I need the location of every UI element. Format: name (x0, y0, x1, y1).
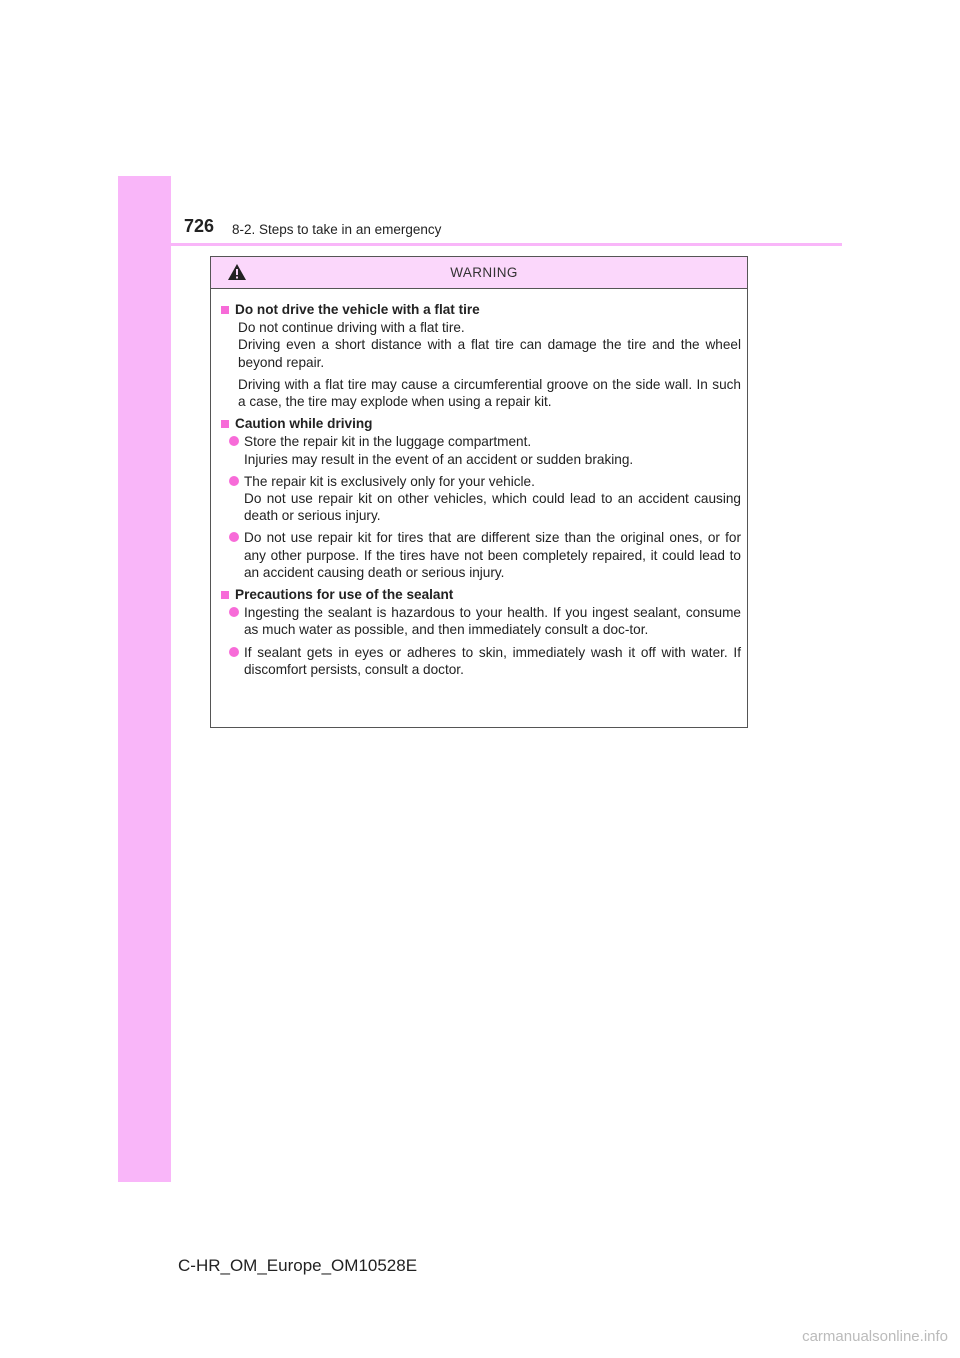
bullet-text: The repair kit is exclusively only for your vehicle. (244, 473, 535, 489)
warning-body (211, 289, 747, 678)
section-heading (219, 415, 741, 432)
warning-section-sealant (219, 586, 741, 678)
bullet-text: Injuries may result in the event of an accident or sudden braking. (244, 451, 634, 467)
round-bullet-icon (229, 647, 239, 657)
paragraph: Do not continue driving with a flat tire. (238, 320, 465, 336)
section-heading (219, 586, 741, 603)
warning-triangle-icon (227, 263, 247, 281)
watermark: carmanualsonline.info (802, 1328, 948, 1345)
bullet-text: Store the repair kit in the luggage compartment. (244, 434, 532, 450)
square-bullet-icon (221, 420, 229, 428)
square-bullet-icon (221, 306, 229, 314)
list-item (229, 433, 741, 467)
square-bullet-icon (221, 591, 229, 599)
section-title: 8-2. Steps to take in an emergency (232, 222, 442, 237)
paragraph: Driving with a flat tire may cause a circumferential groove on the side wall. In such a case, the tire may explode when using a repair kit. (238, 376, 741, 410)
paragraph: Driving even a short distance with a flat tire can damage the tire and the wheel beyond repair. (238, 337, 741, 370)
list-item (229, 604, 741, 638)
warning-header (211, 257, 747, 289)
round-bullet-icon (229, 476, 239, 486)
side-tab (118, 176, 171, 1182)
section-heading (219, 301, 741, 318)
page-number: 726 (184, 216, 215, 236)
bullet-text: Do not use repair kit on other vehicles, which could lead to an accident causing death or serious injury. (244, 491, 741, 524)
list-item (229, 644, 741, 678)
header-rule (118, 243, 842, 246)
warning-label: WARNING (450, 265, 518, 280)
bullet-text: If sealant gets in eyes or adheres to skin, immediately wash it off with water. If discomfort persists, consult a doctor. (244, 644, 741, 677)
section-heading-text: Caution while driving (235, 416, 373, 432)
warning-section-flat-tire (219, 301, 741, 410)
warning-box (210, 256, 748, 728)
round-bullet-icon (229, 607, 239, 617)
list-item (229, 473, 741, 525)
round-bullet-icon (229, 436, 239, 446)
bullet-text: Do not use repair kit for tires that are different size than the original ones, or for any other purpose. If the tires have not been completely repaired, it could lead to an accident causing death or serious injury. (244, 530, 741, 580)
section-heading-text: Precautions for use of the sealant (235, 587, 454, 603)
bullet-text: Ingesting the sealant is hazardous to your health. If you ingest sealant, consume as much water as possible, and then immediately consult a doc-tor. (244, 605, 741, 638)
warning-section-caution-driving (219, 415, 741, 581)
section-heading-text: Do not drive the vehicle with a flat tire (235, 302, 480, 317)
list-item (229, 529, 741, 581)
document-code: C-HR_OM_Europe_OM10528E (178, 1256, 418, 1275)
round-bullet-icon (229, 532, 239, 542)
